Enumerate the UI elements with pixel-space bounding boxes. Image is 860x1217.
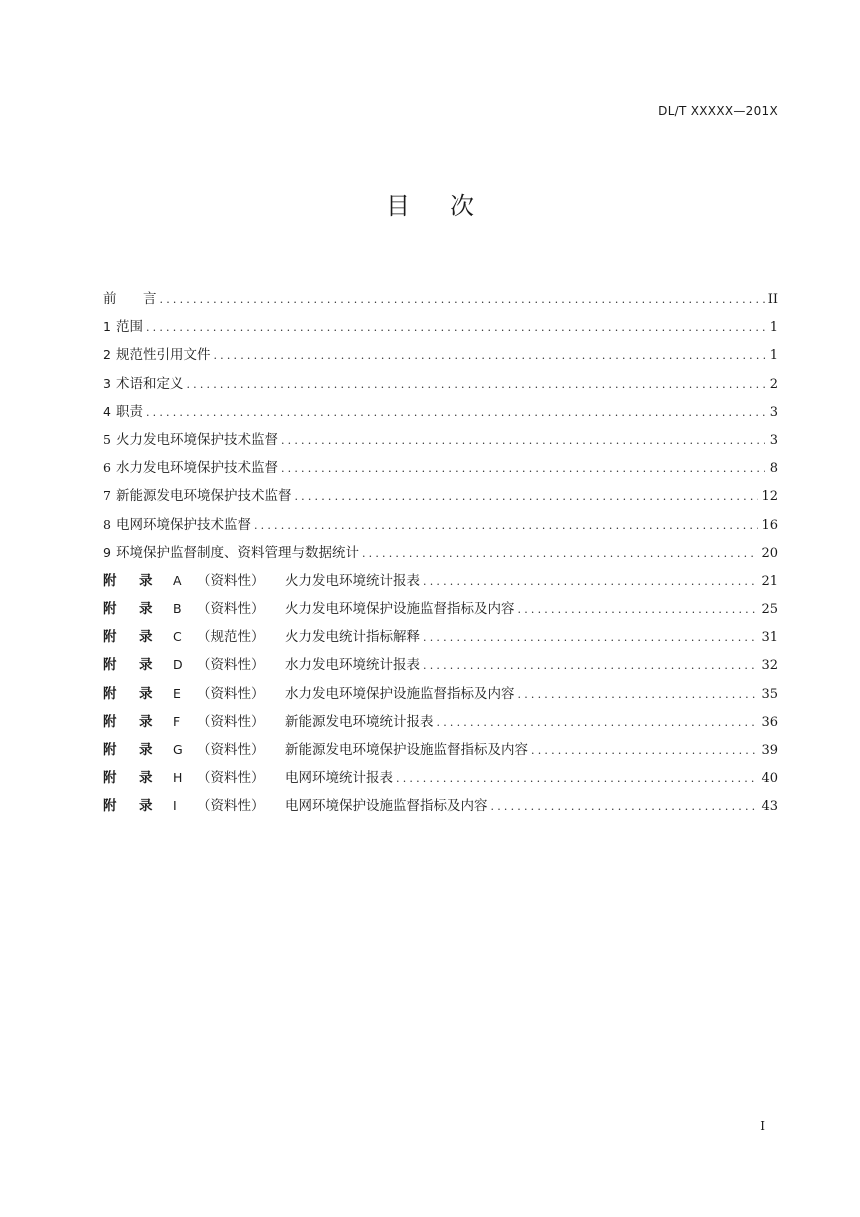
appendix-type: （资料性） [197,713,265,730]
appendix-type: （资料性） [197,798,265,815]
dot-leader [281,434,765,447]
appendix-letter: G [173,742,183,757]
dot-leader [518,688,759,701]
toc-page-number: 31 [761,630,778,646]
toc-entry-appendix-b[interactable] [103,597,778,625]
toc-entry-section-4[interactable] [103,400,778,428]
appendix-title: 电网环境统计报表 [285,770,393,787]
toc-entry-label [103,343,210,363]
appendix-title: 火力发电环境统计报表 [285,572,420,589]
toc-entry-section-9[interactable] [103,541,778,569]
appendix-letter: I [173,798,177,814]
title-char-2: 次 [450,192,514,220]
dot-leader [531,744,758,757]
dot-leader [213,349,765,362]
section-title: 环境保护监督制度、资料管理与数据统计 [115,544,359,561]
toc-page-number: 3 [769,404,778,420]
toc-entry-section-1[interactable] [103,315,778,343]
toc-page-number: 21 [761,573,778,589]
appendix-word-1: 附 [103,572,117,589]
appendix-type: （资料性） [197,742,265,758]
section-title: 术语和定义 [115,375,184,392]
appendix-type: （资料性） [197,657,265,674]
toc-entry-label [103,569,420,589]
toc-entry-label [103,597,515,617]
toc-page-number: 16 [761,517,778,533]
toc-page-number: 8 [769,461,778,477]
toc-entry-label [103,766,393,786]
toc-entry-label [103,682,515,702]
appendix-word-1: 附 [103,742,117,758]
toc-entry-section-2[interactable] [103,343,778,371]
toc-entry-label [103,372,183,392]
appendix-word-2: 录 [139,685,153,702]
toc-page-number: 20 [761,545,778,561]
dot-leader [186,378,765,391]
appendix-word-2: 录 [139,629,153,646]
appendix-letter: F [173,713,181,729]
toc-entry-section-6[interactable] [103,456,778,484]
toc-entry-label [103,710,434,730]
section-title: 职责 [115,403,143,420]
appendix-word-1: 附 [103,601,117,618]
toc-entry-label [103,738,528,758]
appendix-title: 新能源发电环境保护设施监督指标及内容 [285,742,528,758]
dot-leader [518,603,759,616]
appendix-title: 电网环境保护设施监督指标及内容 [285,798,488,815]
appendix-word-2: 录 [139,770,153,787]
appendix-word-1: 附 [103,657,117,674]
toc-entry-section-3[interactable] [103,372,778,400]
section-number: 9 [103,544,111,560]
toc-entry-appendix-d[interactable] [103,653,778,681]
section-number: 8 [103,516,111,532]
appendix-word-2: 录 [139,657,153,674]
appendix-type: （规范性） [197,629,265,646]
dot-leader [160,293,765,306]
document-code: DL/T XXXXX—201X [658,104,778,118]
appendix-word-2: 录 [139,742,153,758]
toc-entry-section-7[interactable] [103,484,778,512]
appendix-word-2: 录 [139,713,153,730]
toc-page-number: 2 [769,376,778,392]
appendix-letter: H [173,770,183,786]
toc-entry-label [103,513,251,533]
preface-char-1: 前 [103,291,117,307]
appendix-title: 新能源发电环境统计报表 [285,713,434,730]
appendix-title: 水力发电环境保护设施监督指标及内容 [285,685,515,702]
toc-entry-appendix-c[interactable] [103,625,778,653]
appendix-type: （资料性） [197,770,265,787]
dot-leader [254,519,759,532]
section-title: 范围 [115,319,143,336]
dot-leader [423,659,758,672]
appendix-title: 火力发电环境保护设施监督指标及内容 [285,601,515,618]
toc-entry-appendix-h[interactable] [103,766,778,794]
dot-leader [491,800,759,813]
page-number: I [760,1119,765,1133]
toc-entry-label [103,456,278,476]
appendix-type: （资料性） [197,601,265,618]
toc-entry-appendix-g[interactable] [103,738,778,766]
toc-entry-preface[interactable] [103,287,778,315]
toc-page-number: 12 [761,489,778,505]
toc-entry-label [103,400,143,420]
toc-page-number: 25 [761,602,778,618]
toc-entry-appendix-i[interactable] [103,794,778,822]
toc-page-number: 1 [769,320,778,336]
dot-leader [146,321,765,334]
toc-entry-label [103,287,157,307]
toc-page-number: 40 [761,771,778,787]
appendix-letter: C [173,629,182,645]
appendix-title: 水力发电环境统计报表 [285,657,420,674]
toc-entry-section-5[interactable] [103,428,778,456]
section-title: 规范性引用文件 [115,347,211,364]
appendix-word-1: 附 [103,713,117,730]
appendix-letter: D [173,657,183,673]
section-number: 4 [103,403,111,419]
appendix-word-2: 录 [139,798,153,815]
toc-page-number: 35 [761,686,778,702]
section-number: 1 [103,319,111,335]
toc-page-number: 3 [769,432,778,448]
appendix-type: （资料性） [197,685,265,702]
preface-char-2: 言 [143,291,157,307]
toc-page-number: 43 [761,799,778,815]
appendix-word-1: 附 [103,798,117,815]
toc-page-number: 36 [761,714,778,730]
toc-entry-label [103,653,420,673]
appendix-word-1: 附 [103,685,117,702]
toc-entry-appendix-e[interactable] [103,682,778,710]
section-title: 火力发电环境保护技术监督 [115,431,278,448]
appendix-letter: A [173,572,182,588]
toc-entry-label [103,794,488,814]
toc-entry-label [103,484,291,504]
dot-leader [396,772,758,785]
dot-leader [362,547,759,560]
appendix-word-2: 录 [139,572,153,589]
section-title: 新能源发电环境保护技术监督 [115,488,292,505]
toc-entry-appendix-f[interactable] [103,710,778,738]
appendix-title: 火力发电统计指标解释 [285,629,420,646]
toc-entry-label [103,315,143,335]
dot-leader [146,406,765,419]
appendix-word-1: 附 [103,629,117,646]
page-title [0,186,860,221]
section-number: 7 [103,488,111,504]
dot-leader [423,631,758,644]
section-number: 5 [103,431,111,447]
toc-entry-section-8[interactable] [103,513,778,541]
section-title: 电网环境保护技术监督 [115,516,251,533]
section-number: 2 [103,347,111,363]
toc-entry-label [103,541,359,561]
appendix-type: （资料性） [197,572,265,589]
dot-leader [423,575,758,588]
dot-leader [281,462,765,475]
dot-leader [294,490,758,503]
section-number: 3 [103,375,111,391]
appendix-letter: E [173,685,181,701]
appendix-word-2: 录 [139,601,153,618]
toc-entry-appendix-a[interactable] [103,569,778,597]
title-char-1: 目 [386,192,450,220]
toc-page-number: II [767,292,778,307]
toc-page-number: 1 [769,348,778,364]
appendix-letter: B [173,601,182,617]
appendix-word-1: 附 [103,770,117,787]
dot-leader [437,716,759,729]
toc-page-number: 32 [761,658,778,674]
toc-entry-label [103,428,278,448]
section-number: 6 [103,460,111,476]
table-of-contents [103,287,778,823]
section-title: 水力发电环境保护技术监督 [115,460,278,477]
toc-page-number: 39 [761,743,778,758]
toc-entry-label [103,625,420,645]
